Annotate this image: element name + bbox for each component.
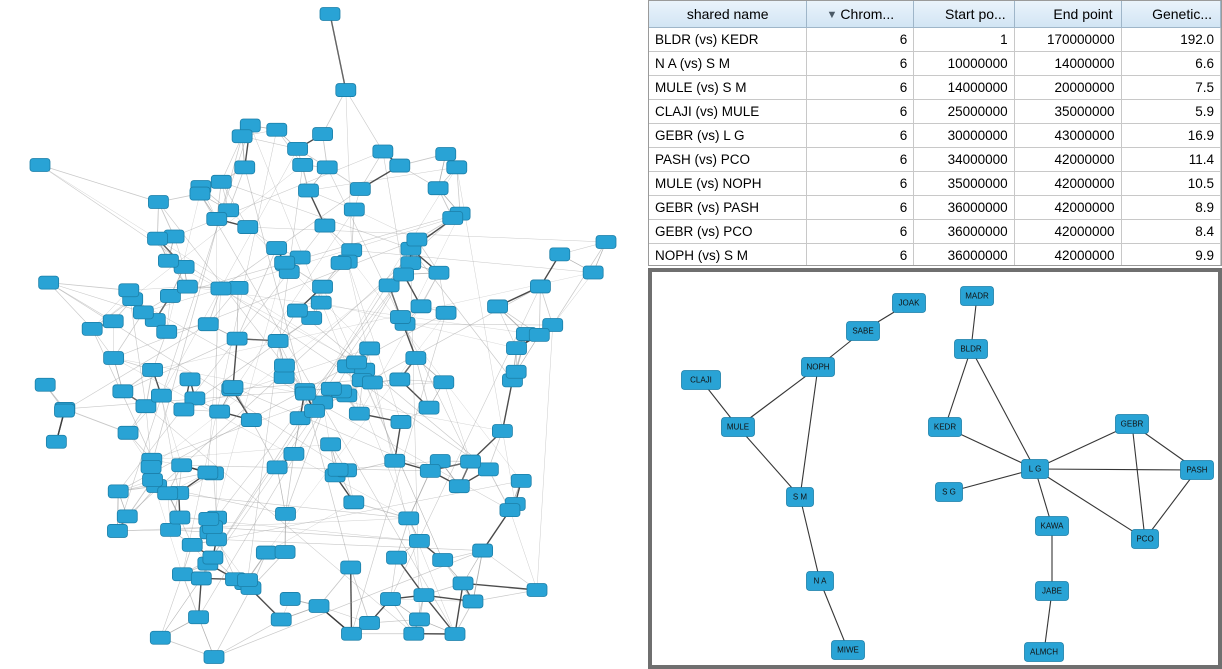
cell-chromosome[interactable]: 6 <box>807 172 914 196</box>
main-network-node[interactable] <box>118 426 138 439</box>
cell-end-point[interactable]: 35000000 <box>1014 100 1121 124</box>
main-network-node[interactable] <box>107 524 127 537</box>
sub-network-node[interactable] <box>1022 460 1049 479</box>
main-network-node[interactable] <box>207 212 227 225</box>
cell-start-point[interactable]: 30000000 <box>914 124 1014 148</box>
sub-network-edge <box>1132 424 1145 539</box>
main-network-node[interactable] <box>108 485 128 498</box>
main-network-node[interactable] <box>161 523 181 536</box>
main-network-node[interactable] <box>349 407 369 420</box>
main-network-node[interactable] <box>362 376 382 389</box>
main-network-edge <box>351 567 352 633</box>
main-network-edge <box>411 263 420 619</box>
filter-icon[interactable]: ▼ <box>826 9 838 22</box>
column-header-shared-name-label: shared name <box>686 6 769 22</box>
cell-genetic[interactable]: 6.6 <box>1121 52 1220 76</box>
main-network-edge <box>40 165 158 202</box>
cell-start-point[interactable]: 1 <box>914 28 1014 52</box>
sub-network-node[interactable] <box>929 418 962 437</box>
main-network-edge <box>463 583 537 590</box>
cell-genetic[interactable]: 192.0 <box>1121 28 1220 52</box>
main-network-node[interactable] <box>35 378 55 391</box>
main-network-node[interactable] <box>133 306 153 319</box>
main-network-node[interactable] <box>331 256 351 269</box>
main-network-node[interactable] <box>172 459 192 472</box>
table-row[interactable] <box>649 148 1221 172</box>
main-network-node[interactable] <box>198 466 218 479</box>
main-network-node[interactable] <box>527 584 547 597</box>
cell-genetic[interactable]: 8.4 <box>1121 220 1220 244</box>
svg-text:KAWA: KAWA <box>1040 521 1064 531</box>
main-network-edge <box>444 382 471 461</box>
main-network-node[interactable] <box>391 415 411 428</box>
main-network-node[interactable] <box>267 242 287 255</box>
cell-start-point[interactable]: 14000000 <box>914 76 1014 100</box>
edge-table-panel[interactable] <box>648 0 1222 266</box>
sub-network-node[interactable] <box>1181 461 1214 480</box>
main-network-node[interactable] <box>271 613 291 626</box>
svg-text:GEBR: GEBR <box>1120 419 1144 429</box>
main-network-node[interactable] <box>119 284 139 297</box>
cell-chromosome[interactable]: 6 <box>807 100 914 124</box>
main-network-node[interactable] <box>550 248 570 261</box>
svg-text:PCO: PCO <box>1136 534 1154 544</box>
main-network-node[interactable] <box>428 182 448 195</box>
main-network-edge <box>405 324 553 325</box>
main-network-node[interactable] <box>204 651 224 664</box>
main-network-edge <box>553 273 593 326</box>
cell-shared-name[interactable]: GEBR (vs) PCO <box>649 220 807 244</box>
sub-network-node[interactable] <box>847 322 880 341</box>
sub-network-node[interactable] <box>722 418 755 437</box>
main-network-node[interactable] <box>317 161 337 174</box>
sub-network-edge <box>1035 469 1197 470</box>
main-network-node[interactable] <box>406 352 426 365</box>
main-network-node[interactable] <box>207 533 227 546</box>
svg-text:CLAJI: CLAJI <box>690 375 712 385</box>
main-network-node[interactable] <box>305 404 325 417</box>
main-network-node[interactable] <box>530 280 550 293</box>
main-network-node[interactable] <box>419 401 439 414</box>
cell-chromosome[interactable]: 6 <box>807 220 914 244</box>
sub-network-node[interactable] <box>1116 415 1149 434</box>
main-network-edge <box>510 510 537 590</box>
svg-text:S G: S G <box>942 487 956 497</box>
main-network-node[interactable] <box>433 554 453 567</box>
table-row[interactable] <box>649 76 1221 100</box>
sub-network-edge <box>1145 470 1197 539</box>
main-network-node[interactable] <box>280 592 300 605</box>
table-body <box>649 28 1221 267</box>
main-network-node[interactable] <box>275 256 295 269</box>
main-network-edge <box>537 325 553 590</box>
main-network-edge <box>416 358 429 408</box>
column-header-chromosome-label: Chrom... <box>840 6 895 22</box>
table-row[interactable] <box>649 52 1221 76</box>
cell-shared-name[interactable]: N A (vs) S M <box>649 52 807 76</box>
sub-network-node[interactable] <box>807 572 834 591</box>
cell-shared-name[interactable]: CLAJI (vs) MULE <box>649 100 807 124</box>
main-network-node[interactable] <box>311 296 331 309</box>
main-network-node[interactable] <box>341 627 361 640</box>
main-network-edge <box>213 527 420 541</box>
main-network-node[interactable] <box>492 425 512 438</box>
main-network-node[interactable] <box>583 266 603 279</box>
sub-network-edge <box>945 349 971 427</box>
cell-shared-name[interactable]: MULE (vs) S M <box>649 76 807 100</box>
main-network-node[interactable] <box>235 161 255 174</box>
main-network-node[interactable] <box>328 463 348 476</box>
cell-start-point[interactable]: 25000000 <box>914 100 1014 124</box>
main-network-edge <box>351 567 370 622</box>
main-network-edge <box>409 471 431 518</box>
sub-network-node[interactable] <box>936 483 963 502</box>
main-network-node[interactable] <box>158 487 178 500</box>
cell-end-point[interactable]: 42000000 <box>1014 244 1121 267</box>
sub-network-node[interactable] <box>1036 582 1069 601</box>
main-network-node[interactable] <box>191 572 211 585</box>
main-network-node[interactable] <box>409 534 429 547</box>
svg-text:BLDR: BLDR <box>960 344 982 354</box>
main-network-node[interactable] <box>500 504 520 517</box>
main-network-node[interactable] <box>390 311 410 324</box>
cell-start-point[interactable]: 36000000 <box>914 244 1014 267</box>
main-network-node[interactable] <box>404 627 424 640</box>
main-network-node[interactable] <box>360 342 380 355</box>
cell-genetic[interactable]: 7.5 <box>1121 76 1220 100</box>
cell-end-point[interactable]: 42000000 <box>1014 172 1121 196</box>
svg-text:KEDR: KEDR <box>933 422 957 432</box>
cell-end-point[interactable]: 42000000 <box>1014 220 1121 244</box>
main-network-node[interactable] <box>274 359 294 372</box>
main-network-node[interactable] <box>313 128 333 141</box>
main-network-node[interactable] <box>177 280 197 293</box>
main-network-node[interactable] <box>148 232 168 245</box>
main-network-node[interactable] <box>199 512 219 525</box>
main-network-node[interactable] <box>276 507 296 520</box>
cell-genetic[interactable]: 11.4 <box>1121 148 1220 172</box>
table-row[interactable] <box>649 124 1221 148</box>
svg-text:MIWE: MIWE <box>837 645 859 655</box>
main-network-edge <box>346 90 383 151</box>
sub-network-edge <box>800 367 818 497</box>
cell-genetic[interactable]: 16.9 <box>1121 124 1220 148</box>
column-header-genetic[interactable] <box>1121 1 1220 28</box>
svg-text:N A: N A <box>813 576 827 586</box>
svg-text:S M: S M <box>792 492 808 502</box>
main-network-edge <box>457 167 460 213</box>
sub-network-canvas[interactable] <box>652 272 1218 665</box>
cell-start-point[interactable]: 36000000 <box>914 220 1014 244</box>
main-network-node[interactable] <box>420 464 440 477</box>
main-network-node[interactable] <box>238 574 258 587</box>
sub-network-node[interactable] <box>802 358 835 377</box>
cell-chromosome[interactable]: 6 <box>807 52 914 76</box>
main-network-node[interactable] <box>141 460 161 473</box>
main-network-node[interactable] <box>287 304 307 317</box>
main-network-node[interactable] <box>172 568 192 581</box>
main-network-node[interactable] <box>350 182 370 195</box>
cell-end-point[interactable]: 170000000 <box>1014 28 1121 52</box>
sub-network-node[interactable] <box>893 294 926 313</box>
main-network-node[interactable] <box>198 318 218 331</box>
main-network-node[interactable] <box>295 387 315 400</box>
table-header-row <box>649 1 1221 28</box>
cell-chromosome[interactable]: 6 <box>807 148 914 172</box>
main-network-node[interactable] <box>232 130 252 143</box>
main-network-node[interactable] <box>313 280 333 293</box>
main-network-node[interactable] <box>298 184 318 197</box>
main-network-node[interactable] <box>409 613 429 626</box>
sub-network-node[interactable] <box>682 371 721 390</box>
main-network-edge <box>153 370 182 465</box>
svg-text:JOAK: JOAK <box>898 298 920 308</box>
main-network-node[interactable] <box>103 315 123 328</box>
cell-start-point[interactable]: 36000000 <box>914 196 1014 220</box>
main-network-node[interactable] <box>506 342 526 355</box>
cell-shared-name[interactable]: MULE (vs) NOPH <box>649 172 807 196</box>
main-network-node[interactable] <box>170 511 190 524</box>
main-network-node[interactable] <box>336 84 356 97</box>
cell-end-point[interactable]: 42000000 <box>1014 196 1121 220</box>
main-network-edge <box>160 574 182 637</box>
sub-network-node[interactable] <box>961 287 994 306</box>
main-network-node[interactable] <box>275 545 295 558</box>
cell-shared-name[interactable]: BLDR (vs) KEDR <box>649 28 807 52</box>
cell-shared-name[interactable]: GEBR (vs) L G <box>649 124 807 148</box>
table-row[interactable] <box>649 28 1221 52</box>
svg-text:ALMCH: ALMCH <box>1029 647 1059 657</box>
sub-network-node[interactable] <box>1132 530 1159 549</box>
main-network-node[interactable] <box>238 221 258 234</box>
main-network-node[interactable] <box>321 438 341 451</box>
cell-genetic[interactable]: 9.9 <box>1121 244 1220 267</box>
main-network-node[interactable] <box>174 403 194 416</box>
main-network-node[interactable] <box>157 325 177 338</box>
main-network-node[interactable] <box>293 158 313 171</box>
main-network-node[interactable] <box>449 480 469 493</box>
main-network-node[interactable] <box>143 363 163 376</box>
column-header-chromosome[interactable] <box>807 1 914 28</box>
main-network-node[interactable] <box>360 616 380 629</box>
main-network-node[interactable] <box>344 496 364 509</box>
main-network-node[interactable] <box>104 352 124 365</box>
table-row[interactable] <box>649 100 1221 124</box>
main-network-node[interactable] <box>190 187 210 200</box>
cell-genetic[interactable]: 10.5 <box>1121 172 1220 196</box>
main-network-node[interactable] <box>148 196 168 209</box>
cell-end-point[interactable]: 42000000 <box>1014 148 1121 172</box>
main-network-node[interactable] <box>189 611 209 624</box>
main-network-node[interactable] <box>478 463 498 476</box>
sub-network-edge <box>800 497 820 581</box>
main-network-node[interactable] <box>211 282 231 295</box>
cell-genetic[interactable]: 5.9 <box>1121 100 1220 124</box>
main-network-node[interactable] <box>463 595 483 608</box>
main-network-node[interactable] <box>341 561 361 574</box>
main-network-node[interactable] <box>182 538 202 551</box>
main-network-node[interactable] <box>180 373 200 386</box>
cell-chromosome[interactable]: 6 <box>807 196 914 220</box>
sub-network-edge <box>971 349 1035 469</box>
main-network-node[interactable] <box>529 328 549 341</box>
main-network-node[interactable] <box>211 175 231 188</box>
sub-network-edge <box>820 581 848 650</box>
main-network-node[interactable] <box>380 593 400 606</box>
main-network-node[interactable] <box>39 276 59 289</box>
main-network-edge <box>330 14 346 90</box>
main-network-node[interactable] <box>143 473 163 486</box>
column-header-end-point[interactable] <box>1014 1 1121 28</box>
table-row[interactable] <box>649 172 1221 196</box>
sub-network-node[interactable] <box>832 641 865 660</box>
main-network-node[interactable] <box>227 332 247 345</box>
edge-table <box>649 1 1221 266</box>
sub-network-edge <box>738 427 800 497</box>
column-header-genetic-label: Genetic... <box>1152 6 1212 22</box>
main-network-node[interactable] <box>46 435 66 448</box>
cell-shared-name[interactable]: PASH (vs) PCO <box>649 148 807 172</box>
main-network-node[interactable] <box>268 334 288 347</box>
main-network-node[interactable] <box>436 306 456 319</box>
main-network-node[interactable] <box>256 546 276 559</box>
main-network-node[interactable] <box>203 551 223 564</box>
table-row[interactable] <box>649 196 1221 220</box>
cell-start-point[interactable]: 10000000 <box>914 52 1014 76</box>
main-network-node[interactable] <box>117 510 137 523</box>
main-network-node[interactable] <box>488 300 508 313</box>
main-network-node[interactable] <box>288 142 308 155</box>
svg-text:MULE: MULE <box>726 422 750 432</box>
main-network-node[interactable] <box>453 577 473 590</box>
main-network-node[interactable] <box>461 455 481 468</box>
svg-text:JABE: JABE <box>1041 586 1063 596</box>
main-network-node[interactable] <box>315 219 335 232</box>
main-network-node[interactable] <box>407 233 427 246</box>
main-network-node[interactable] <box>309 599 329 612</box>
svg-text:PASH: PASH <box>1186 465 1208 475</box>
main-network-node[interactable] <box>344 203 364 216</box>
cell-shared-name[interactable]: NOPH (vs) S M <box>649 244 807 267</box>
column-header-shared-name[interactable] <box>649 1 807 28</box>
svg-text:L G: L G <box>1028 464 1042 474</box>
table-row[interactable] <box>649 244 1221 267</box>
column-header-end-point-label: End point <box>1053 6 1113 22</box>
main-network-node[interactable] <box>385 454 405 467</box>
main-network-node[interactable] <box>387 551 407 564</box>
main-network-node[interactable] <box>347 356 367 369</box>
main-network-node[interactable] <box>390 159 410 172</box>
main-network-node[interactable] <box>447 161 467 174</box>
cell-start-point[interactable]: 34000000 <box>914 148 1014 172</box>
cell-end-point[interactable]: 20000000 <box>1014 76 1121 100</box>
main-network-node[interactable] <box>241 414 261 427</box>
cell-start-point[interactable]: 35000000 <box>914 172 1014 196</box>
main-network-edge <box>539 286 540 334</box>
cell-chromosome[interactable]: 6 <box>807 244 914 267</box>
main-network-node[interactable] <box>113 385 133 398</box>
main-network-node[interactable] <box>436 148 456 161</box>
main-network-node[interactable] <box>445 628 465 641</box>
main-network-node[interactable] <box>151 389 171 402</box>
main-network-node[interactable] <box>443 212 463 225</box>
main-network-node[interactable] <box>82 322 102 335</box>
column-header-start-point[interactable] <box>914 1 1014 28</box>
main-network-node[interactable] <box>210 405 230 418</box>
main-network-node[interactable] <box>506 365 526 378</box>
column-header-start-point-label: Start po... <box>944 6 1006 22</box>
main-network-node[interactable] <box>511 474 531 487</box>
main-network-node[interactable] <box>473 544 493 557</box>
main-network-node[interactable] <box>414 589 434 602</box>
cell-chromosome[interactable]: 6 <box>807 76 914 100</box>
table-row[interactable] <box>649 220 1221 244</box>
main-network-node[interactable] <box>223 381 243 394</box>
svg-text:SABE: SABE <box>852 326 874 336</box>
sub-network-panel[interactable] <box>648 268 1222 669</box>
cell-genetic[interactable]: 8.9 <box>1121 196 1220 220</box>
main-network-node[interactable] <box>429 266 449 279</box>
main-network-node[interactable] <box>267 461 287 474</box>
cell-end-point[interactable]: 14000000 <box>1014 52 1121 76</box>
cell-shared-name[interactable]: GEBR (vs) PASH <box>649 196 807 220</box>
main-network-node[interactable] <box>321 382 341 395</box>
main-network-node[interactable] <box>320 8 340 21</box>
svg-text:MADR: MADR <box>965 291 989 301</box>
svg-text:NOPH: NOPH <box>806 362 830 372</box>
cell-end-point[interactable]: 43000000 <box>1014 124 1121 148</box>
main-network-node[interactable] <box>399 512 419 525</box>
main-network-node[interactable] <box>158 254 178 267</box>
main-network-edge <box>502 380 512 431</box>
main-network-node[interactable] <box>284 447 304 460</box>
main-network-edge <box>233 339 237 387</box>
sub-network-node[interactable] <box>1025 643 1064 662</box>
cell-chromosome[interactable]: 6 <box>807 28 914 52</box>
cell-chromosome[interactable]: 6 <box>807 124 914 148</box>
main-network-node[interactable] <box>267 123 287 136</box>
main-network-node[interactable] <box>274 371 294 384</box>
sub-network-node[interactable] <box>955 340 988 359</box>
main-network-node[interactable] <box>394 268 414 281</box>
main-network-node[interactable] <box>30 159 50 172</box>
sub-network-node[interactable] <box>787 488 814 507</box>
main-network-node[interactable] <box>373 145 393 158</box>
main-network-node[interactable] <box>596 236 616 249</box>
main-network-node[interactable] <box>54 404 74 417</box>
main-network-node[interactable] <box>390 373 410 386</box>
sub-network-node[interactable] <box>1036 517 1069 536</box>
main-network-node[interactable] <box>150 631 170 644</box>
main-network-node[interactable] <box>434 376 454 389</box>
main-network-node[interactable] <box>411 300 431 313</box>
